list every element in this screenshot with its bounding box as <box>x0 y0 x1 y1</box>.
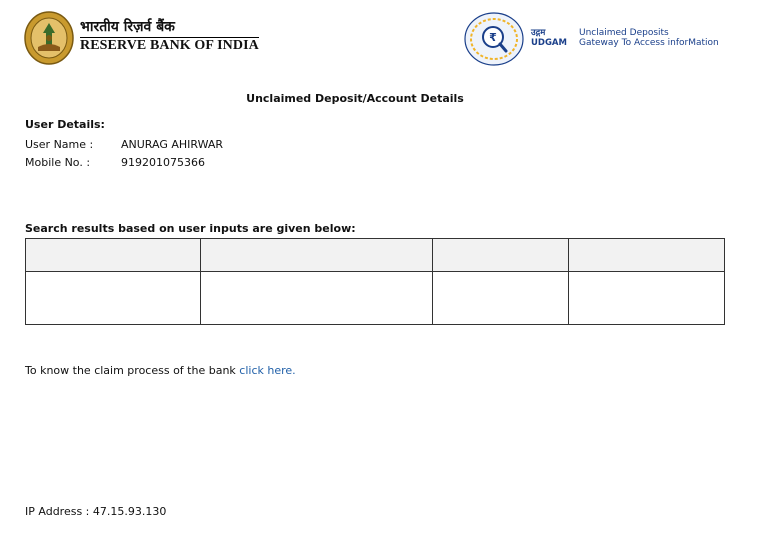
udgam-hindi: उद्गम <box>531 28 546 38</box>
udgam-wordmark <box>531 28 567 48</box>
results-heading: Search results based on user inputs are given below: <box>25 222 356 235</box>
results-cell <box>569 272 725 325</box>
table-row <box>26 272 725 325</box>
results-header-cell <box>200 239 433 272</box>
page-header <box>0 0 768 80</box>
results-cell <box>26 272 201 325</box>
svg-text:₹: ₹ <box>489 31 497 44</box>
claim-text: To know the claim process of the bank <box>25 364 236 377</box>
claim-process-text <box>25 364 296 377</box>
rbi-logo-text <box>80 18 259 53</box>
claim-process-link[interactable]: click here. <box>239 364 296 377</box>
ip-value: 47.15.93.130 <box>92 505 167 518</box>
mobile-row <box>25 154 223 172</box>
rbi-seal-icon <box>24 11 74 65</box>
results-header-cell <box>26 239 201 272</box>
user-name-row <box>25 136 223 154</box>
ip-address <box>25 505 166 518</box>
udgam-seal-icon <box>463 11 525 67</box>
results-table <box>25 238 725 325</box>
results-header-row <box>26 239 725 272</box>
user-details-heading: User Details: <box>25 118 105 131</box>
user-details-section <box>25 118 223 172</box>
rbi-english-name: RESERVE BANK OF INDIA <box>80 38 259 53</box>
results-cell <box>433 272 569 325</box>
mobile-value: 919201075366 <box>121 156 205 169</box>
rbi-hindi-name: भारतीय रिज़र्व बैंक <box>80 19 175 35</box>
page-title: Unclaimed Deposit/Account Details <box>246 92 464 105</box>
udgam-tagline-1: Unclaimed Deposits <box>579 28 669 38</box>
results-header-cell <box>569 239 725 272</box>
udgam-tagline-2: Gateway To Access inforMation <box>579 38 719 48</box>
user-name-label: User Name : <box>25 138 94 151</box>
udgam-tagline <box>579 28 719 48</box>
mobile-label: Mobile No. : <box>25 156 91 169</box>
ip-label: IP Address : <box>25 505 90 518</box>
user-name-value: ANURAG AHIRWAR <box>121 138 224 151</box>
udgam-english: UDGAM <box>531 38 567 48</box>
results-header-cell <box>433 239 569 272</box>
results-cell <box>200 272 433 325</box>
